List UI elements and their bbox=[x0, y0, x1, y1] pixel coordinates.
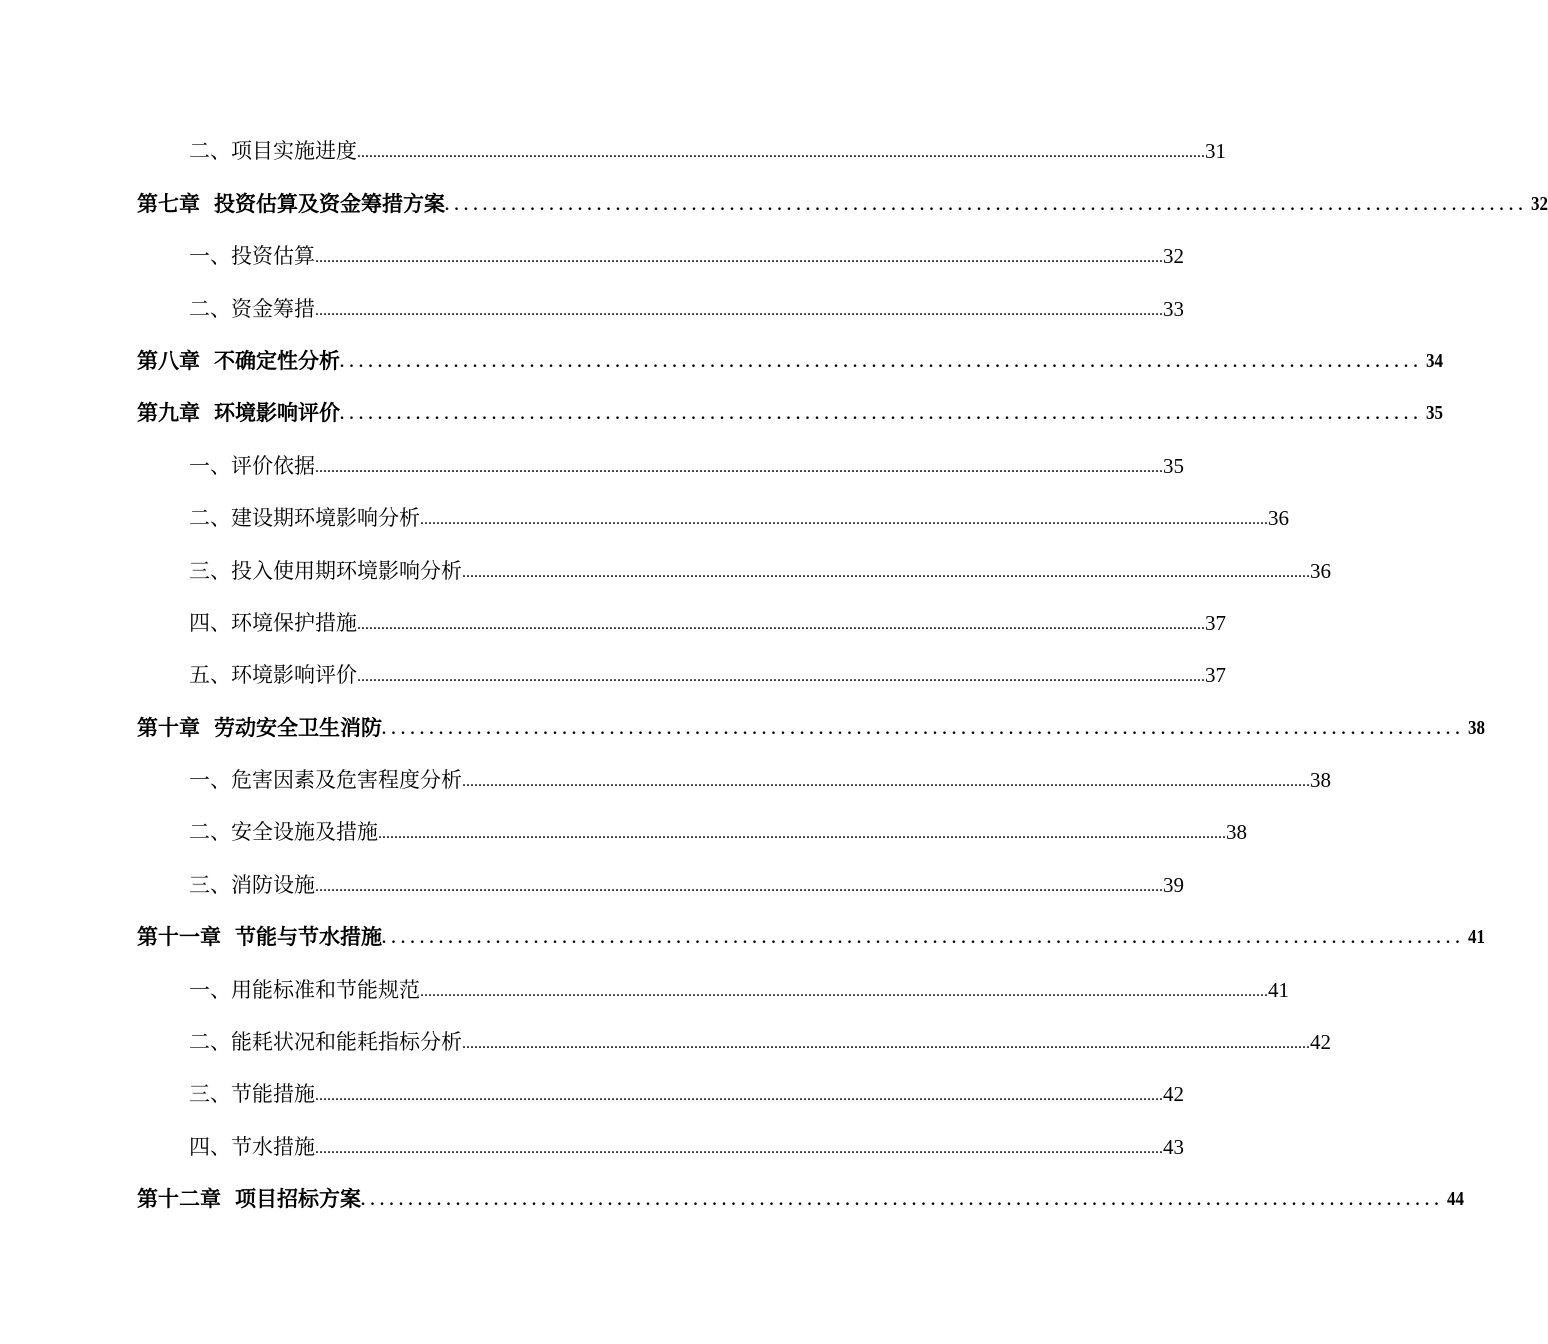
dot-leader: .................................................................................................................................................................................................................... bbox=[462, 563, 1310, 581]
toc-chapter-entry[interactable] bbox=[0, 700, 1485, 752]
toc-page-number: 36 bbox=[1310, 558, 1331, 583]
toc-entry-title: 一、用能标准和节能规范 bbox=[189, 977, 420, 1002]
chapter-title: 投资估算及资金筹措方案 bbox=[214, 190, 445, 216]
toc-page-number: 37 bbox=[1205, 610, 1226, 635]
chapter-title: 环境影响评价 bbox=[214, 400, 340, 426]
toc-page-number: 32 bbox=[1531, 192, 1548, 215]
chapter-number: 第七章 bbox=[137, 190, 200, 216]
toc-entry-title: 一、危害因素及危害程度分析 bbox=[189, 768, 462, 793]
toc-page-number: 38 bbox=[1310, 768, 1331, 793]
toc-entry-title bbox=[137, 1186, 361, 1212]
chapter-title: 节能与节水措施 bbox=[235, 924, 382, 950]
toc-page-number: 31 bbox=[1205, 139, 1226, 164]
toc-entry-title: 一、评价依据 bbox=[189, 453, 315, 478]
chapter-title: 不确定性分析 bbox=[214, 347, 340, 373]
toc-section-entry[interactable] bbox=[0, 1067, 1184, 1119]
toc-page-number: 39 bbox=[1163, 872, 1184, 897]
dot-leader: .................................................................................................................................................................................................................... bbox=[315, 1087, 1163, 1105]
toc-page-number: 34 bbox=[1426, 349, 1443, 372]
chapter-number: 第十一章 bbox=[137, 924, 221, 950]
dot-leader: .................................................................................................................................................................................................................... bbox=[315, 458, 1163, 476]
toc-page-number: 35 bbox=[1163, 453, 1184, 478]
toc-page-number: 38 bbox=[1468, 716, 1485, 739]
toc-chapter-entry[interactable] bbox=[0, 910, 1485, 962]
toc-entry-title: 四、环境保护措施 bbox=[189, 610, 357, 635]
dot-leader: .................................................................................................................. bbox=[382, 720, 1465, 738]
dot-leader: .................................................................................................................................................................................................................... bbox=[420, 511, 1268, 529]
toc-section-entry[interactable] bbox=[0, 596, 1226, 648]
toc-section-entry[interactable] bbox=[0, 1119, 1184, 1171]
toc-page-number: 42 bbox=[1163, 1082, 1184, 1107]
dot-leader: .................................................................................................................. bbox=[340, 353, 1423, 371]
toc-entry-title: 二、建设期环境影响分析 bbox=[189, 506, 420, 531]
toc-page-number: 35 bbox=[1426, 402, 1443, 425]
toc-chapter-entry[interactable] bbox=[0, 334, 1443, 386]
toc-page-number: 41 bbox=[1468, 926, 1485, 949]
dot-leader: .................................................................................................................................................................................................................... bbox=[357, 615, 1205, 633]
chapter-number: 第八章 bbox=[137, 347, 200, 373]
toc-section-entry[interactable] bbox=[0, 491, 1289, 543]
dot-leader: .................................................................................................................................................................................................................... bbox=[378, 825, 1226, 843]
toc-section-entry[interactable] bbox=[0, 753, 1331, 805]
toc-entry-title bbox=[137, 400, 340, 426]
toc-page-number: 33 bbox=[1163, 296, 1184, 321]
toc-entry-title bbox=[137, 191, 445, 217]
toc-page-number: 36 bbox=[1268, 506, 1289, 531]
toc-page-number: 42 bbox=[1310, 1030, 1331, 1055]
dot-leader: .................................................................................................................................................................................................................... bbox=[315, 249, 1163, 267]
toc-entry-title bbox=[137, 348, 340, 374]
toc-page-number: 44 bbox=[1447, 1188, 1464, 1211]
toc-section-entry[interactable] bbox=[0, 857, 1184, 909]
toc-section-entry[interactable] bbox=[0, 805, 1247, 857]
chapter-number: 第九章 bbox=[137, 400, 200, 426]
dot-leader: .................................................................................................................................................................................................................... bbox=[315, 1139, 1163, 1157]
dot-leader: .................................................................................................................................................................................................................... bbox=[357, 144, 1205, 162]
chapter-title: 项目招标方案 bbox=[235, 1186, 361, 1212]
chapter-title: 劳动安全卫生消防 bbox=[214, 714, 382, 740]
dot-leader: .................................................................................................................. bbox=[361, 1192, 1444, 1210]
toc-section-entry[interactable] bbox=[0, 229, 1184, 281]
dot-leader: .................................................................................................................................................................................................................... bbox=[315, 301, 1163, 319]
dot-leader: .................................................................................................................................................................................................................... bbox=[462, 773, 1310, 791]
toc-section-entry[interactable] bbox=[0, 438, 1184, 490]
toc-entry-title bbox=[137, 715, 382, 741]
toc-chapter-entry[interactable] bbox=[0, 386, 1443, 438]
toc-chapter-entry[interactable] bbox=[0, 1172, 1464, 1224]
toc-section-entry[interactable] bbox=[0, 543, 1331, 595]
toc-page-number: 38 bbox=[1226, 820, 1247, 845]
toc-entry-title: 二、项目实施进度 bbox=[189, 139, 357, 164]
dot-leader: .................................................................................................................. bbox=[340, 406, 1423, 424]
toc-entry-title: 三、消防设施 bbox=[189, 872, 315, 897]
toc-entry-title: 五、环境影响评价 bbox=[189, 663, 357, 688]
chapter-number: 第十二章 bbox=[137, 1186, 221, 1212]
toc-entry-title: 二、安全设施及措施 bbox=[189, 820, 378, 845]
toc-page-number: 41 bbox=[1268, 977, 1289, 1002]
dot-leader: .................................................................................................................. bbox=[445, 196, 1528, 214]
toc-entry-title: 二、能耗状况和能耗指标分析 bbox=[189, 1030, 462, 1055]
toc-section-entry[interactable] bbox=[0, 124, 1226, 176]
toc-entry-title: 四、节水措施 bbox=[189, 1134, 315, 1159]
toc-entry-title: 三、投入使用期环境影响分析 bbox=[189, 558, 462, 583]
dot-leader: .................................................................................................................. bbox=[382, 930, 1465, 948]
dot-leader: .................................................................................................................................................................................................................... bbox=[420, 982, 1268, 1000]
toc-section-entry[interactable] bbox=[0, 1015, 1331, 1067]
toc-section-entry[interactable] bbox=[0, 962, 1289, 1014]
toc-section-entry[interactable] bbox=[0, 648, 1226, 700]
table-of-contents bbox=[0, 124, 1548, 1224]
toc-page-number: 43 bbox=[1163, 1134, 1184, 1159]
chapter-number: 第十章 bbox=[137, 714, 200, 740]
toc-page-number: 32 bbox=[1163, 244, 1184, 269]
toc-entry-title: 一、投资估算 bbox=[189, 244, 315, 269]
dot-leader: .................................................................................................................................................................................................................... bbox=[315, 877, 1163, 895]
toc-section-entry[interactable] bbox=[0, 281, 1184, 333]
dot-leader: .................................................................................................................................................................................................................... bbox=[462, 1035, 1310, 1053]
toc-entry-title bbox=[137, 924, 382, 950]
toc-chapter-entry[interactable] bbox=[0, 176, 1548, 228]
toc-page-number: 37 bbox=[1205, 663, 1226, 688]
dot-leader: .................................................................................................................................................................................................................... bbox=[357, 668, 1205, 686]
toc-entry-title: 二、资金筹措 bbox=[189, 296, 315, 321]
toc-entry-title: 三、节能措施 bbox=[189, 1082, 315, 1107]
